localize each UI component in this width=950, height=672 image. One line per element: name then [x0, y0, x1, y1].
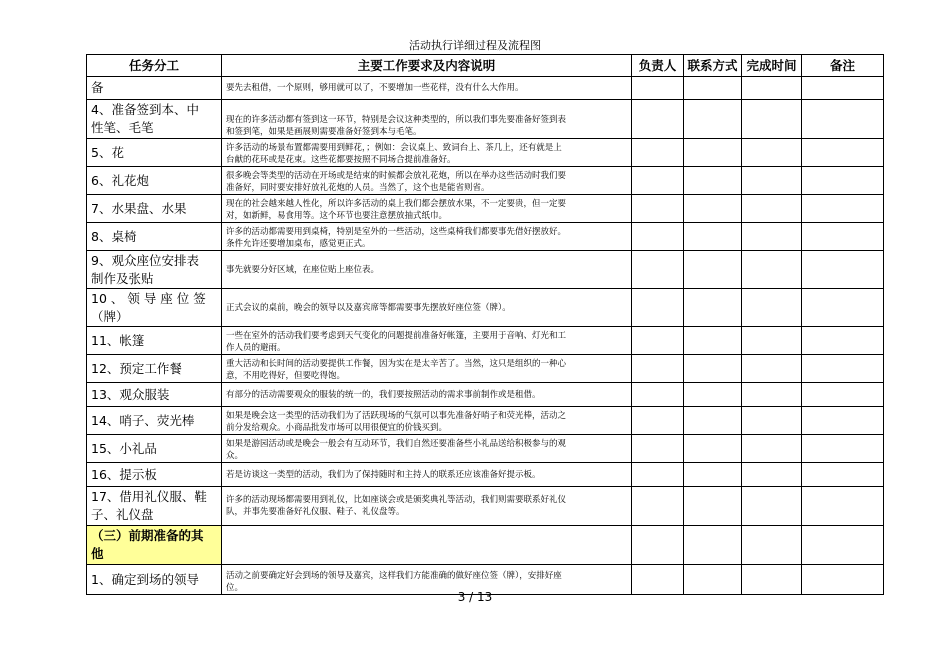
table-row [87, 100, 884, 139]
page-number: 3 / 13 [457, 590, 493, 604]
completion-time-cell [742, 77, 802, 100]
task-cell: 11、帐篷 [87, 327, 222, 355]
table-row [87, 487, 884, 526]
header-contact: 联系方式 [684, 55, 742, 77]
contact-cell [684, 139, 742, 167]
task-cell: 9、观众座位安排表 制作及张贴 [87, 251, 222, 289]
notes-cell [802, 327, 884, 355]
contact-cell [684, 383, 742, 407]
description-cell [222, 526, 632, 565]
description-cell: 如果是晚会这一类型的活动我们为了活跃现场的气氛可以事先准备好哨子和荧光棒，活动之 前分发给观众。小商品批发市场可以用很便宜的价钱买到。 [222, 407, 632, 435]
completion-time-cell [742, 487, 802, 526]
header-row [87, 55, 884, 77]
owner-cell [632, 139, 684, 167]
completion-time-cell [742, 526, 802, 565]
notes-cell [802, 100, 884, 139]
task-cell: 13、观众服装 [87, 383, 222, 407]
owner-cell [632, 167, 684, 195]
header-completion-time: 完成时间 [742, 55, 802, 77]
owner-cell [632, 77, 684, 100]
section-heading: （三）前期准备的其 他 [87, 526, 222, 565]
notes-cell [802, 355, 884, 383]
task-cell: 8、桌椅 [87, 223, 222, 251]
task-cell: 14、哨子、荧光棒 [87, 407, 222, 435]
completion-time-cell [742, 167, 802, 195]
description-cell: 要先去租借，一个原则，够用就可以了，不要增加一些花样，没有什么大作用。 [222, 77, 632, 100]
completion-time-cell [742, 289, 802, 327]
completion-time-cell [742, 251, 802, 289]
description-cell: 若是访谈这一类型的活动，我们为了保持随时和主持人的联系还应该准备好提示板。 [222, 463, 632, 487]
owner-cell [632, 223, 684, 251]
table-row [87, 223, 884, 251]
notes-cell [802, 463, 884, 487]
contact-cell [684, 407, 742, 435]
notes-cell [802, 139, 884, 167]
contact-cell [684, 526, 742, 565]
completion-time-cell [742, 355, 802, 383]
contact-cell [684, 77, 742, 100]
notes-cell [802, 251, 884, 289]
description-cell: 许多活动的场景布置都需要用到鲜花，；例如：会议桌上、致词台上、茶几上，还有就是上 台献的花环或是花束。这些花都要按照不同场合提前准备好。 [222, 139, 632, 167]
owner-cell [632, 251, 684, 289]
description-cell: 事先就要分好区域，在座位贴上座位表。 [222, 251, 632, 289]
completion-time-cell [742, 139, 802, 167]
task-cell: 10 、 领 导 座 位 签 （牌） [87, 289, 222, 327]
description-cell: 活动之前要确定好会到场的领导及嘉宾，这样我们方能准确的做好座位签（牌），安排好座 位。 [222, 565, 632, 595]
notes-cell [802, 407, 884, 435]
owner-cell [632, 355, 684, 383]
completion-time-cell [742, 223, 802, 251]
task-cell: 1、确定到场的领导 [87, 565, 222, 595]
task-cell: 12、预定工作餐 [87, 355, 222, 383]
notes-cell [802, 435, 884, 463]
section-row [87, 526, 884, 565]
notes-cell [802, 77, 884, 100]
table-row [87, 77, 884, 100]
contact-cell [684, 289, 742, 327]
notes-cell [802, 195, 884, 223]
task-cell: 6、礼花炮 [87, 167, 222, 195]
header-notes: 备注 [802, 55, 884, 77]
owner-cell [632, 463, 684, 487]
table-row [87, 289, 884, 327]
task-cell: 备 [87, 77, 222, 100]
task-cell: 15、小礼品 [87, 435, 222, 463]
description-cell: 一些在室外的活动我们要考虑到天气变化的问题提前准备好帐篷，主要用于音响、灯光和工 作人员的避雨。 [222, 327, 632, 355]
owner-cell [632, 487, 684, 526]
owner-cell [632, 195, 684, 223]
notes-cell [802, 223, 884, 251]
notes-cell [802, 167, 884, 195]
table-row [87, 383, 884, 407]
table-row [87, 435, 884, 463]
contact-cell [684, 327, 742, 355]
completion-time-cell [742, 383, 802, 407]
completion-time-cell [742, 195, 802, 223]
description-cell: 现在的许多活动都有签到这一环节，特别是会议这种类型的，所以我们事先要准备好签到表 和签到笔，如果是画展则需要准备好签到本与毛笔。 [222, 100, 632, 139]
contact-cell [684, 223, 742, 251]
contact-cell [684, 195, 742, 223]
contact-cell [684, 435, 742, 463]
owner-cell [632, 289, 684, 327]
contact-cell [684, 355, 742, 383]
completion-time-cell [742, 407, 802, 435]
description-cell: 如果是游园活动或是晚会一般会有互动环节，我们自然还要准备些小礼品送给积极参与的观 众。 [222, 435, 632, 463]
task-cell: 17、借用礼仪服、鞋 子、礼仪盘 [87, 487, 222, 526]
description-cell: 现在的社会越来越人性化，所以许多活动的桌上我们都会摆放水果，不一定要贵，但一定要 对，如新鲜，易食用等。这个环节也要注意摆放抽式纸巾。 [222, 195, 632, 223]
description-cell: 有部分的活动需要观众的服装的统一的，我们要按照活动的需求事前制作或是租借。 [222, 383, 632, 407]
contact-cell [684, 167, 742, 195]
owner-cell [632, 407, 684, 435]
description-cell: 重大活动和长时间的活动要提供工作餐，因为实在是太辛苦了。当然，这只是组织的一种心 意，不用吃得好，但要吃得饱。 [222, 355, 632, 383]
running-title: 活动执行详细过程及流程图 [409, 39, 541, 52]
header-task: 任务分工 [87, 55, 222, 77]
table-row [87, 355, 884, 383]
contact-cell [684, 487, 742, 526]
owner-cell [632, 435, 684, 463]
completion-time-cell [742, 463, 802, 487]
owner-cell [632, 327, 684, 355]
header-owner: 负责人 [632, 55, 684, 77]
contact-cell [684, 463, 742, 487]
table-row [87, 139, 884, 167]
task-cell: 16、提示板 [87, 463, 222, 487]
description-cell: 很多晚会等类型的活动在开场或是结束的时候都会放礼花炮，所以在举办这些活动时我们要 准备好，同时要安排好放礼花炮的人员。当然了，这个也是能省则省。 [222, 167, 632, 195]
contact-cell [684, 100, 742, 139]
description-cell: 许多的活动都需要用到桌椅，特别是室外的一些活动，这些桌椅我们都要事先借好摆放好。 条件允许还要增加桌布，感觉更正式。 [222, 223, 632, 251]
description-cell: 许多的活动现场都需要用到礼仪，比如座谈会或是颁奖典礼等活动，我们则需要联系好礼仪 队，并事先要准备好礼仪服、鞋子、礼仪盘等。 [222, 487, 632, 526]
owner-cell [632, 100, 684, 139]
task-cell: 5、花 [87, 139, 222, 167]
notes-cell [802, 289, 884, 327]
contact-cell [684, 251, 742, 289]
notes-cell [802, 526, 884, 565]
task-cell: 4、准备签到本、中 性笔、毛笔 [87, 100, 222, 139]
table-row [87, 195, 884, 223]
completion-time-cell [742, 327, 802, 355]
table-row [87, 463, 884, 487]
owner-cell [632, 383, 684, 407]
owner-cell [632, 526, 684, 565]
completion-time-cell [742, 435, 802, 463]
table-row [87, 167, 884, 195]
table-row [87, 327, 884, 355]
task-table [86, 54, 884, 595]
header-requirements: 主要工作要求及内容说明 [222, 55, 632, 77]
table-row [87, 407, 884, 435]
description-cell: 正式会议的桌前，晚会的领导以及嘉宾席等都需要事先摆放好座位签（牌）。 [222, 289, 632, 327]
notes-cell [802, 487, 884, 526]
task-cell: 7、水果盘、水果 [87, 195, 222, 223]
notes-cell [802, 383, 884, 407]
completion-time-cell [742, 100, 802, 139]
table-row [87, 251, 884, 289]
